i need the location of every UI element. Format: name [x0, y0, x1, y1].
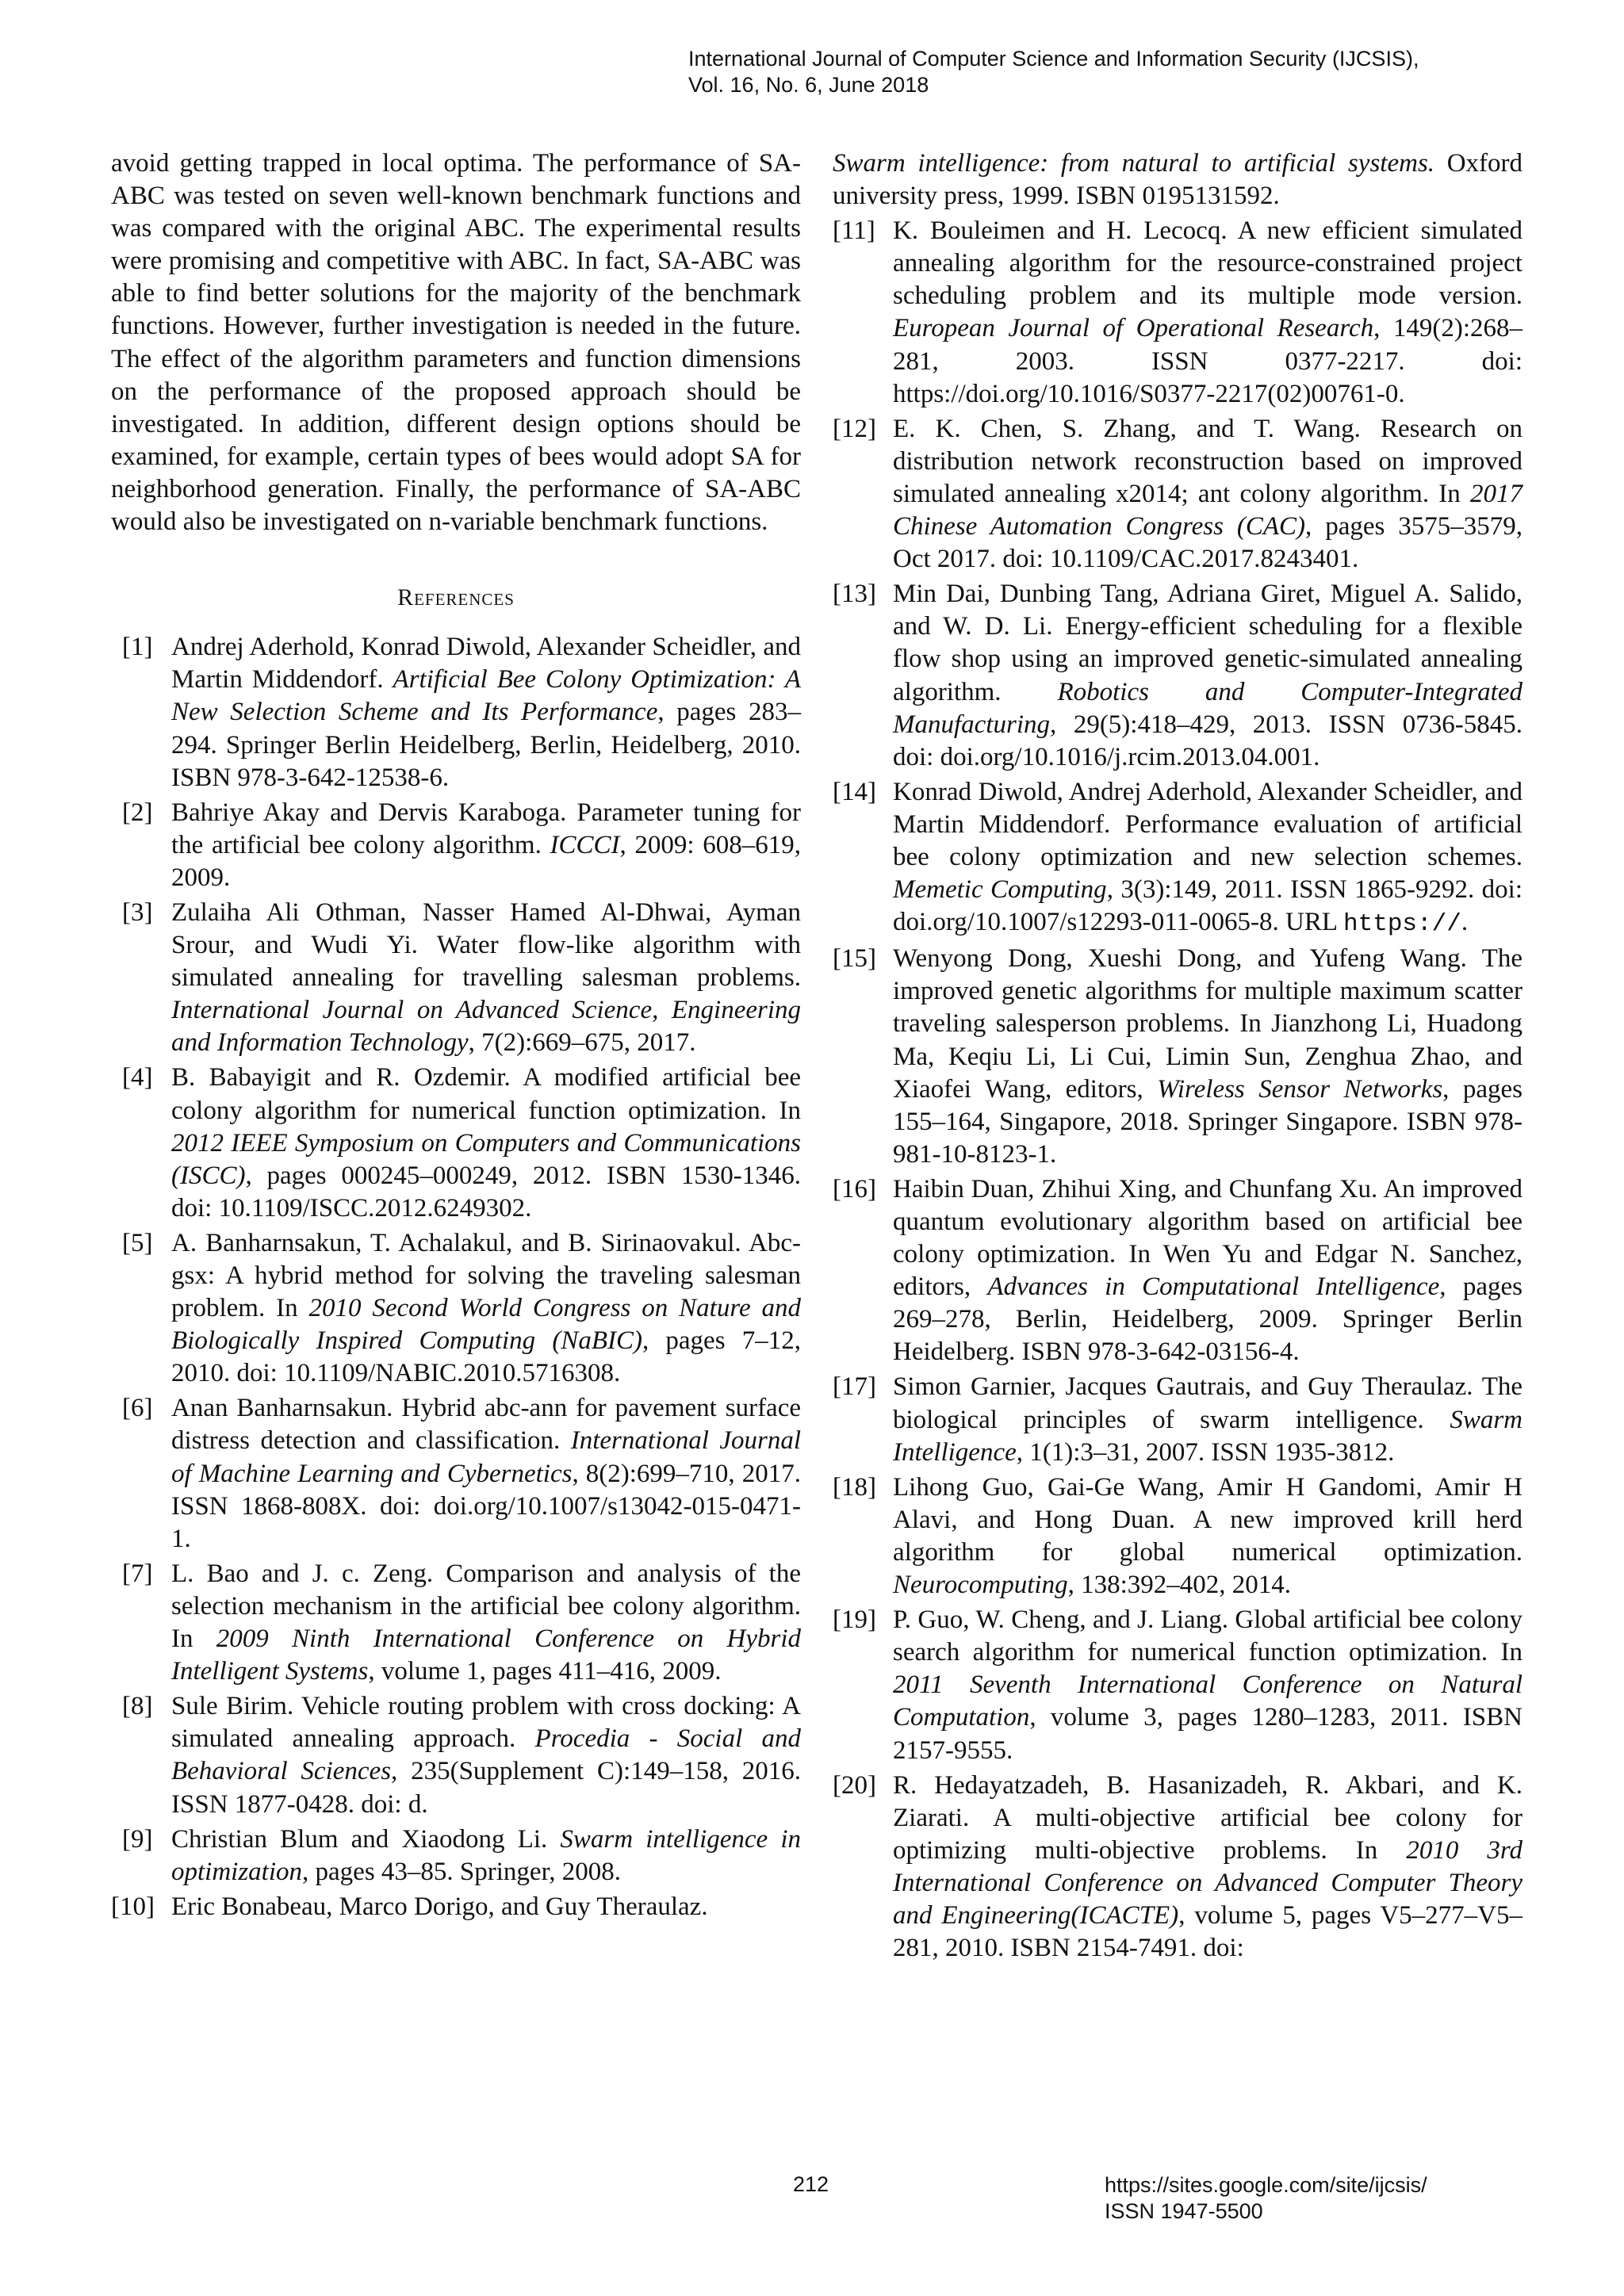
- reference-item: [111, 1227, 801, 1390]
- reference-item: [833, 215, 1522, 411]
- reference-authors-title: Haibin Duan, Zhihui Xing, and Chunfang Xu. An improved quantum evolutionary algorithm based on artificial bee colony optimization. In Wen Yu and Edgar N. Sanchez, editors,: [893, 1174, 1522, 1302]
- reference-item: [833, 1173, 1522, 1369]
- footer-site-link[interactable]: https://sites.google.com/site/ijcsis/: [1105, 2173, 1427, 2197]
- left-column: [111, 147, 801, 1926]
- reference-item: [833, 578, 1522, 774]
- reference-venue: Memetic Computing: [893, 875, 1107, 905]
- reference-details: , 235(Supplement C):149–158, 2016. ISSN 1877-0428. doi: d.: [171, 1757, 801, 1819]
- reference-number: [13]: [833, 580, 876, 609]
- reference-venue: Wireless Sensor Networks: [1157, 1074, 1443, 1104]
- reference-details: , 29(5):418–429, 2013. ISSN 0736-5845. doi: doi.org/10.1016/j.rcim.2013.04.001.: [893, 710, 1522, 771]
- reference-item: [833, 1371, 1522, 1468]
- reference-venue: 2011 Seventh International Conference on Natural Computation: [893, 1670, 1522, 1732]
- reference-authors-title: Konrad Diwold, Andrej Aderhold, Alexander Scheidler, and Martin Middendorf. Performance evaluation of artificial bee colony optimization and new selection schemes.: [893, 777, 1522, 871]
- reference-details: , volume 3, pages 1280–1283, 2011. ISBN 2157-9555.: [893, 1703, 1522, 1765]
- reference-authors-title: R. Hedayatzadeh, B. Hasanizadeh, R. Akbari, and K. Ziarati. A multi-objective artificial bee colony for optimizing multi-objective problems. In: [893, 1770, 1522, 1865]
- reference-number: [11]: [833, 216, 875, 246]
- journal-header-line2: Vol. 16, No. 6, June 2018: [688, 73, 929, 97]
- reference-details: , pages 7–12, 2010. doi: 10.1109/NABIC.2010.5716308.: [171, 1326, 801, 1388]
- journal-header-line1: International Journal of Computer Science and Information Security (IJCSIS),: [688, 47, 1419, 71]
- reference-venue: Advances in Computational Intelligence: [987, 1272, 1440, 1302]
- reference-number: [20]: [833, 1770, 876, 1800]
- reference-authors-title: Bahriye Akay and Dervis Karaboga. Parameter tuning for the artificial bee colony algorithm.: [171, 798, 801, 859]
- reference-authors-title: Sule Birim. Vehicle routing problem with cross docking: A simulated annealing approach.: [171, 1692, 801, 1754]
- reference-venue: 2010 Second World Congress on Nature and Biologically Inspired Computing (NaBIC): [171, 1294, 802, 1356]
- reference-venue: International Journal on Advanced Science, Engineering and Information Technology: [171, 996, 801, 1058]
- reference-number: [1]: [122, 633, 153, 662]
- reference-number: [17]: [833, 1372, 876, 1402]
- reference-venue: 2010 3rd International Conference on Advanced Computer Theory and Engineering(ICACTE): [893, 1835, 1523, 1930]
- reference-details: , 138:392–402, 2014.: [1067, 1571, 1292, 1600]
- reference-authors-title: L. Bao and J. c. Zeng. Comparison and analysis of the selection mechanism in the artificial bee colony algorithm. In: [171, 1559, 801, 1654]
- reference-authors-title: B. Babayigit and R. Ozdemir. A modified artificial bee colony algorithm for numerical function optimization. In: [171, 1063, 801, 1125]
- reference-authors-title: E. K. Chen, S. Zhang, and T. Wang. Research on distribution network reconstruction based on improved simulated annealing x2014; ant colony algorithm. In: [893, 414, 1522, 508]
- reference-authors-title: Wenyong Dong, Xueshi Dong, and Yufeng Wang. The improved genetic algorithms for multiple maximum scatter traveling salesperson problems. In Jianzhong Li, Huadong Ma, Keqiu Li, Li Cui, Limin Sun, Zenghua Zhao, and Xiaofei Wang, editors,: [893, 944, 1522, 1104]
- reference-item: [833, 776, 1522, 940]
- references-list-left: [111, 631, 801, 1923]
- reference-authors-title: A. Banharnsakun, T. Achalakul, and B. Sirinaovakul. Abc-gsx: A hybrid method for solving the traveling salesman problem. In: [171, 1228, 801, 1323]
- reference-number: [8]: [122, 1692, 153, 1721]
- reference-number: [7]: [122, 1559, 153, 1588]
- reference-details: , pages 000245–000249, 2012. ISBN 1530-1346. doi: 10.1109/ISCC.2012.6249302.: [171, 1161, 801, 1223]
- reference-number: [14]: [833, 777, 876, 806]
- reference-venue: 2017 Chinese Automation Congress (CAC): [893, 479, 1522, 541]
- reference-10-continuation: [833, 147, 1522, 212]
- reference-item: [111, 897, 801, 1059]
- footer-info: [1105, 2172, 1427, 2225]
- reference-venue: Swarm intelligence in optimization: [171, 1824, 801, 1886]
- reference-item: [111, 631, 801, 794]
- reference-authors-title: Lihong Guo, Gai-Ge Wang, Amir H Gandomi, Amir H Alavi, and Hong Duan. A new improved krill herd algorithm for global numerical optimization.: [893, 1472, 1522, 1567]
- reference-authors-title: Anan Banharnsakun. Hybrid abc-ann for pavement surface distress detection and classification.: [171, 1394, 801, 1456]
- reference-item: [111, 797, 801, 894]
- reference-venue: Neurocomputing: [893, 1571, 1068, 1600]
- reference-authors-title: Simon Garnier, Jacques Gautrais, and Guy Theraulaz. The biological principles of swarm intelligence.: [893, 1372, 1522, 1434]
- conclusion-paragraph: avoid getting trapped in local optima. The performance of SA-ABC was tested on seven well-known benchmark functions and was compared with the original ABC. The experimental results were promising and competitive with ABC. In fact, SA-ABC was able to find better solutions for the majority of the benchmark functions. However, further investigation is needed in the future. The effect of the algorithm parameters and function dimensions on the performance of the proposed approach should be investigated. In addition, different design options should be examined, for example, certain types of bees would adopt SA for neighborhood generation. Finally, the performance of SA-ABC would also be investigated on n-variable benchmark functions.: [111, 149, 801, 537]
- reference-number: [19]: [833, 1605, 876, 1635]
- reference-number: [15]: [833, 944, 876, 974]
- reference-authors-title: Christian Blum and Xiaodong Li.: [171, 1824, 561, 1854]
- reference-details: , pages 3575–3579, Oct 2017. doi: 10.1109/CAC.2017.8243401.: [893, 512, 1522, 574]
- reference-number: [3]: [122, 897, 153, 927]
- reference-number: [5]: [122, 1228, 153, 1257]
- reference-tail: .: [1461, 908, 1469, 937]
- footer-issn: ISSN 1947-5500: [1105, 2199, 1263, 2223]
- reference-number: [6]: [122, 1394, 153, 1423]
- reference-item: [111, 1062, 801, 1224]
- reference-details: , 1(1):3–31, 2007. ISSN 1935-3812.: [1016, 1437, 1395, 1467]
- reference-venue: Swarm Intelligence: [893, 1405, 1522, 1467]
- reference-number: [10]: [111, 1892, 155, 1921]
- reference-authors-title: Eric Bonabeau, Marco Dorigo, and Guy Theraulaz.: [171, 1892, 708, 1921]
- reference-item: [111, 1690, 801, 1820]
- reference-venue: International Journal of Machine Learning and Cybernetics: [171, 1426, 802, 1488]
- reference-item: [111, 1558, 801, 1688]
- reference-item: [833, 1770, 1522, 1965]
- reference-number: [9]: [122, 1824, 153, 1854]
- reference-details: , 3(3):149, 2011. ISSN 1865-9292. doi: doi.org/10.1007/s12293-011-0065-8. URL: [893, 875, 1522, 937]
- reference-venue: ICCCI: [550, 830, 620, 859]
- reference-details: , 2009: 608–619, 2009.: [171, 830, 802, 892]
- reference-authors-title: K. Bouleimen and H. Lecocq. A new efficient simulated annealing algorithm for the resource-constrained project scheduling problem and its multiple mode version.: [893, 216, 1522, 311]
- reference-details: , 7(2):669–675, 2017.: [468, 1028, 696, 1058]
- reference-item: [111, 1392, 801, 1555]
- reference-number: [2]: [122, 798, 153, 827]
- reference-venue: Robotics and Computer-Integrated Manufacturing: [893, 677, 1522, 739]
- reference-details: , 8(2):699–710, 2017. ISSN 1868-808X. doi: doi.org/10.1007/s13042-015-0471-1.: [171, 1459, 801, 1553]
- reference-item: [833, 413, 1522, 576]
- reference-details: , volume 5, pages V5–277–V5–281, 2010. ISBN 2154-7491. doi:: [893, 1900, 1523, 1963]
- reference-item: [833, 1604, 1522, 1766]
- reference-details: , pages 283–294. Springer Berlin Heidelberg, Berlin, Heidelberg, 2010. ISBN 978-3-642-12538-6.: [171, 698, 801, 792]
- reference-10-title: Swarm intelligence: from natural to artificial systems.: [833, 149, 1435, 178]
- reference-venue: Procedia - Social and Behavioral Sciences: [171, 1724, 801, 1786]
- right-column: [833, 147, 1522, 1967]
- reference-authors-title: P. Guo, W. Cheng, and J. Liang. Global artificial bee colony search algorithm for numerical function optimization. In: [893, 1605, 1522, 1667]
- page-number: 212: [793, 2172, 829, 2196]
- reference-authors-title: Min Dai, Dunbing Tang, Adriana Giret, Miguel A. Salido, and W. D. Li. Energy-efficient scheduling for a flexible flow shop using an improved genetic-simulated annealing algorithm.: [893, 580, 1522, 706]
- references-list-right: [833, 215, 1522, 1965]
- reference-venue: 2009 Ninth International Conference on Hybrid Intelligent Systems: [171, 1624, 801, 1686]
- reference-venue: European Journal of Operational Research: [893, 314, 1374, 343]
- reference-url[interactable]: https://: [1343, 910, 1461, 939]
- reference-details: , pages 43–85. Springer, 2008.: [302, 1857, 621, 1886]
- reference-details: , volume 1, pages 411–416, 2009.: [368, 1657, 722, 1686]
- reference-item: [833, 1471, 1522, 1601]
- reference-item: [111, 1891, 801, 1923]
- reference-details: , pages 155–164, Singapore, 2018. Springer Singapore. ISBN 978-981-10-8123-1.: [893, 1074, 1523, 1169]
- reference-authors-title: Andrej Aderhold, Konrad Diwold, Alexander Scheidler, and Martin Middendorf.: [171, 633, 801, 695]
- reference-number: [16]: [833, 1174, 876, 1203]
- reference-details: , pages 269–278, Berlin, Heidelberg, 2009. Springer Berlin Heidelberg. ISBN 978-3-642-03156-4.: [893, 1272, 1522, 1367]
- journal-header: [688, 46, 1561, 98]
- reference-number: [4]: [122, 1063, 153, 1093]
- reference-item: [833, 943, 1522, 1171]
- reference-number: [12]: [833, 414, 876, 443]
- reference-venue: Artificial Bee Colony Optimization: A New Selection Scheme and Its Performance: [171, 665, 802, 727]
- reference-10-publisher: Oxford university press, 1999. ISBN 0195131592.: [833, 149, 1523, 211]
- reference-authors-title: Zulaiha Ali Othman, Nasser Hamed Al-Dhwai, Ayman Srour, and Wudi Yi. Water flow-like algorithm with simulated annealing for travelling salesman problems.: [171, 897, 801, 993]
- reference-number: [18]: [833, 1472, 876, 1502]
- reference-venue: 2012 IEEE Symposium on Computers and Communications (ISCC): [171, 1128, 801, 1190]
- references-heading: References: [397, 584, 515, 611]
- reference-item: [111, 1823, 801, 1888]
- reference-details: , 149(2):268–281, 2003. ISSN 0377-2217. doi: https://doi.org/10.1016/S0377-2217(02)00761-0.: [893, 314, 1522, 408]
